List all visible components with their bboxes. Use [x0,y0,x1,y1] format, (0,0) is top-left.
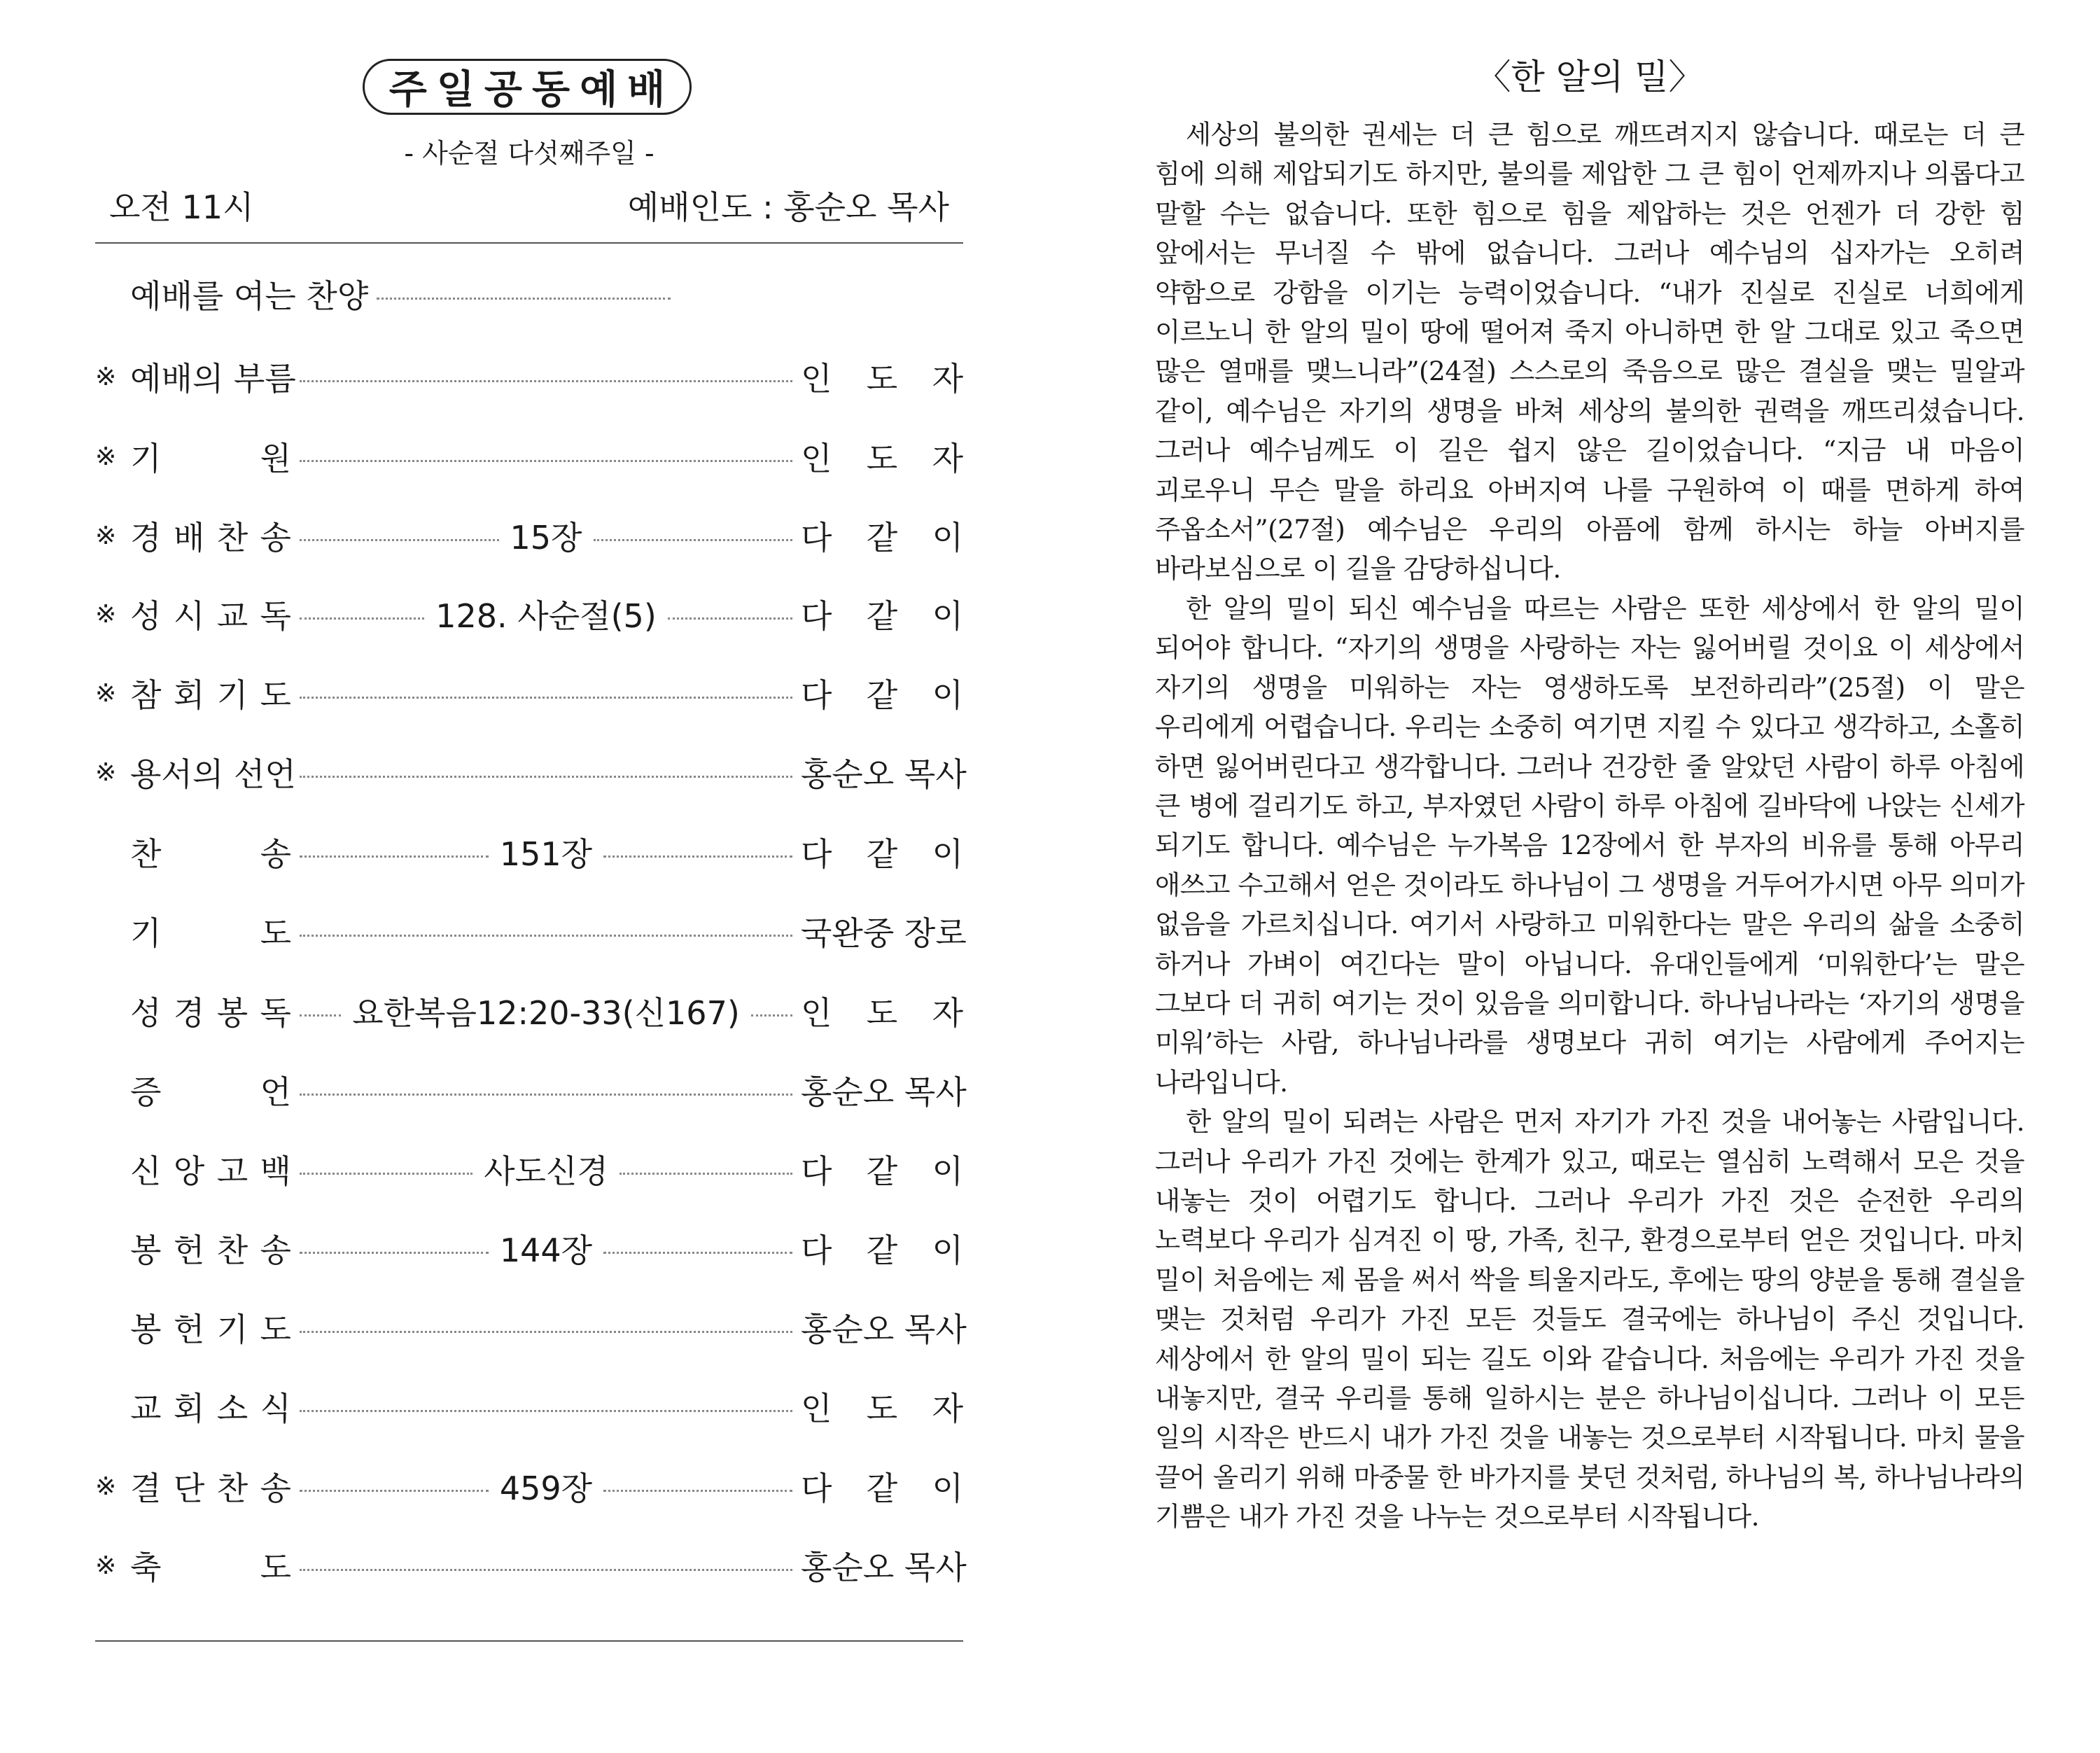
spread-char: 도 [866,994,898,1032]
spread-char: 기 [130,914,162,952]
spread-char: 교 [216,597,248,635]
order-row [95,428,963,484]
order-presenter: 홍순오 목사 [801,1311,967,1348]
order-presenter [801,1146,963,1192]
spread-char: 경 [130,519,162,557]
spread-char: 이 [932,519,964,557]
order-name: 용서의 선언 [130,755,296,793]
order-detail: 128. 사순절(5) [435,597,657,635]
order-mark: ※ [95,678,117,708]
order-row [95,824,963,880]
order-row [95,1220,963,1276]
spread-char: 다 [801,1152,832,1190]
order-detail: 151장 [499,835,593,873]
order-name [130,591,291,637]
order-mark: ※ [95,757,117,787]
dotted-leader [300,935,792,937]
meditation-paragraph: 한 알의 밀이 되신 예수님을 따르는 사람은 또한 세상에서 한 알의 밀이 되어야 합니다. “자기의 생명을 사랑하는 자는 잃어버릴 것이요 이 세상에서 자기의 생명을 미워하는 자는 영생하도록 보전하리라”(25절) 이 말은 우리에게 어렵습니다. 우리는 소중히 여기면 지킬 수 있다고 생각하고, 소홀히 하면 잃어버린다고 생각합니다. 그러나 건강한 줄 알았던 사람이 하루 아침에 큰 병에 걸리기도 하고, 부자였던 사람이 하루 아침에 길바닥에 나앉는 신세가 되기도 합니다. 예수님은 누가복음 12장에서 한 부자의 비유를 통해 아무리 애쓰고 수고해서 얻은 것이라도 하나님이 그 생명을 거두어가시면 아무 의미가 없음을 가르치십니다. 여기서 사랑하고 미워한다는 말은 우리의 삶을 소중히 하거나 가벼이 여긴다는 말이 아닙니다. 유대인들에게 ‘미워한다’는 말은 그보다 더 귀히 여기는 것이 있음을 의미합니다. 하나님나라는 ‘자기의 생명을 미워’하는 사람, 하나님나라를 생명보다 귀히 여기는 사람에게 주어지는 나라입니다. [1155,592,2024,1098]
worship-info [109,182,949,228]
spread-char: 앙 [173,1152,205,1190]
order-detail: 459장 [499,1469,593,1507]
order-presenter: 홍순오 목사 [801,1549,967,1586]
worship-subtitle: - 사순절 다섯째주일 - [404,138,654,169]
dotted-leader [300,1410,792,1412]
dotted-leader [300,1569,792,1571]
spread-char: 독 [260,597,291,635]
spread-char: 도 [866,1390,898,1427]
spread-char: 송 [260,1231,291,1269]
spread-char: 다 [801,1231,832,1269]
spread-char: 자 [932,1390,963,1427]
dotted-leader [300,1094,792,1096]
spread-char: 소 [216,1390,248,1427]
spread-char: 원 [260,440,291,477]
dotted-leader [300,1331,792,1333]
spread-char: 자 [932,440,963,477]
dotted-leader [377,298,671,300]
spread-char: 경 [173,994,205,1032]
order-mark: ※ [95,1551,117,1580]
dotted-leader [751,1014,792,1017]
order-detail: 144장 [499,1231,593,1269]
spread-char: 자 [932,994,964,1032]
order-presenter: 국완중 장로 [801,914,967,952]
spread-char: 같 [866,835,898,873]
dotted-leader [620,1173,792,1175]
order-row [95,665,963,721]
meditation-paragraph: 세상의 불의한 권세는 더 큰 힘으로 깨뜨려지지 않습니다. 때로는 더 큰 힘에 의해 제압되기도 하지만, 불의를 제압한 그 큰 힘이 언제까지나 의롭다고 말할 수는 없습니다. 또한 힘으로 힘을 제압하는 것은 언젠가 더 강한 힘 앞에서는 무너질 수 밖에 없습니다. 그러나 예수님의 십자가는 오히려 약함으로 강함을 이기는 능력이었습니다. “내가 진실로 진실로 너희에게 이르노니 한 알의 밀이 땅에 떨어져 죽지 아니하면 한 알 그대로 있고 죽으면 많은 열매를 맺느니라”(24절) 스스로의 죽음으로 많은 결실을 맺는 밀알과 같이, 예수님은 자기의 생명을 바쳐 세상의 불의한 권력을 깨뜨리셨습니다. 그러나 예수님께도 이 길은 쉽지 않은 길이었습니다. “지금 내 마음이 괴로우니 무슨 말을 하리요 아버지여 나를 구원하여 이 때를 면하게 하여 주옵소서”(27절) 예수님은 우리의 아픔에 함께 하시는 하늘 아버지를 바라보심으로 이 길을 감당하십니다. [1155,119,2024,585]
order-presenter [801,433,963,480]
spread-char: 인 [801,994,832,1032]
spread-char: 송 [260,1469,291,1507]
spread-char: 찬 [216,519,248,557]
order-row [95,1141,963,1197]
spread-char: 도 [866,360,898,398]
order-presenter [801,1383,963,1430]
order-name [130,1383,291,1430]
order-row [95,1062,967,1118]
spread-char: 배 [173,519,205,557]
order-mark: ※ [95,362,117,391]
order-presenter [801,354,963,400]
order-detail: 15장 [510,519,582,557]
dotted-leader [300,776,792,778]
order-name [130,1067,291,1113]
order-name: 예배를 여는 찬양 [130,277,369,315]
order-mark: ※ [95,599,117,629]
order-name [130,988,291,1034]
spread-char: 도 [260,914,291,952]
order-presenter [801,829,963,875]
spread-char: 같 [866,519,898,557]
spread-char: 식 [260,1390,291,1427]
spread-char: 다 [801,597,832,635]
spread-char: 증 [130,1073,162,1111]
order-name [130,1146,291,1192]
order-presenter [801,512,963,559]
spread-char: 인 [801,360,832,398]
spread-char: 도 [260,676,291,714]
dotted-leader [300,617,424,620]
dotted-leader [668,617,792,620]
worship-title: 주일공동예배 [363,59,692,115]
order-row [95,983,963,1039]
dotted-leader [603,1252,792,1254]
order-name [130,908,291,954]
order-presenter: 홍순오 목사 [801,755,967,793]
spread-char: 다 [801,835,832,873]
worship-time: 오전 11시 [109,188,254,226]
spread-char: 이 [932,1152,963,1190]
spread-char: 성 [130,597,162,635]
spread-char: 자 [932,360,963,398]
order-row [95,586,963,642]
spread-char: 같 [866,1152,898,1190]
order-name [130,829,291,875]
spread-char: 헌 [173,1311,205,1348]
order-mark: ※ [95,1472,117,1501]
spread-char: 같 [866,1469,898,1507]
worship-leader: 예배인도 : 홍순오 목사 [627,188,949,226]
spread-char: 찬 [130,835,162,873]
order-name [130,1304,291,1350]
spread-char: 이 [932,597,964,635]
spread-char: 언 [260,1073,291,1111]
order-name [130,670,291,716]
spread-char: 같 [866,1231,898,1269]
order-row [95,508,963,564]
spread-char: 참 [130,676,162,714]
spread-char: 송 [260,519,291,557]
dotted-leader [300,460,792,462]
order-name [130,1542,291,1588]
spread-char: 이 [932,1469,963,1507]
spread-char: 인 [801,440,832,477]
spread-char: 기 [216,676,248,714]
spread-char: 도 [260,1549,291,1586]
order-name [130,433,291,480]
order-presenter [801,988,963,1034]
spread-char: 헌 [173,1231,205,1269]
bottom-divider [95,1640,963,1642]
dotted-leader [603,855,792,858]
spread-char: 봉 [130,1311,162,1348]
order-row [95,1378,963,1434]
spread-char: 백 [260,1152,291,1190]
spread-char: 다 [801,1469,832,1507]
dotted-leader [300,1252,489,1254]
dotted-leader [300,380,792,382]
spread-char: 같 [866,676,898,714]
order-row [95,1458,963,1514]
spread-char: 도 [866,440,898,477]
order-presenter [801,1225,963,1271]
spread-char: 인 [801,1390,832,1427]
dotted-leader [300,539,499,541]
dotted-leader [300,1490,489,1492]
spread-char: 이 [932,676,963,714]
order-detail: 요한복음12:20-33(신167) [352,994,740,1032]
spread-char: 찬 [216,1469,248,1507]
order-row [95,1299,967,1355]
spread-char: 기 [130,440,162,477]
meditation-panel [1155,49,2024,1537]
spread-char: 찬 [216,1231,248,1269]
spread-char: 고 [216,1152,248,1190]
dotted-leader [594,539,793,541]
order-presenter [801,670,963,716]
meditation-paragraph: 한 알의 밀이 되려는 사람은 먼저 자기가 가진 것을 내어놓는 사람입니다. 그러나 우리가 가진 것에는 한계가 있고, 때로는 열심히 노력해서 모은 것을 내놓는 것이 어렵기도 합니다. 그러나 우리가 가진 것은 순전한 우리의 노력보다 우리가 심겨진 이 땅, 가족, 친구, 환경으로부터 얻은 것입니다. 마치 밀이 처음에는 제 몸을 써서 싹을 틔울지라도, 후에는 땅의 양분을 통해 결실을 맺는 것처럼 우리가 가진 모든 것들도 결국에는 하나님이 주신 것입니다. 세상에서 한 알의 밀이 되는 길도 이와 같습니다. 처음에는 우리가 가진 것을 내놓지만, 결국 우리를 통해 일하시는 분은 하나님이십니다. 그러나 이 모든 일의 시작은 반드시 내가 가진 것을 내놓는 것으로부터 시작됩니다. 마치 물을 끌어 올리기 위해 마중물 한 바가지를 붓던 것처럼, 하나님의 복, 하나님나라의 기쁨은 내가 가진 것을 나누는 것으로부터 시작됩니다. [1155,1106,2024,1532]
order-detail: 사도신경 [484,1152,608,1190]
dotted-leader [300,1014,341,1017]
spread-char: 독 [260,994,291,1032]
order-row [95,903,967,959]
dotted-leader [300,855,489,858]
spread-char: 신 [130,1152,162,1190]
order-name [130,1225,291,1271]
spread-char: 교 [130,1390,162,1427]
spread-char: 회 [173,1390,205,1427]
dotted-leader [603,1490,792,1492]
top-divider [95,242,963,244]
spread-char: 이 [932,835,963,873]
spread-char: 다 [801,676,832,714]
spread-char: 도 [260,1311,291,1348]
spread-char: 시 [173,597,205,635]
order-row [95,266,963,322]
order-name [130,512,291,559]
dotted-leader [300,1173,472,1175]
order-presenter [801,1463,963,1509]
spread-char: 단 [173,1469,205,1507]
order-row [95,744,967,800]
order-row [95,349,963,405]
order-presenter: 홍순오 목사 [801,1073,967,1111]
spread-char: 같 [866,597,898,635]
order-presenter [801,591,963,637]
order-mark: ※ [95,442,117,471]
order-name: 예배의 부름 [130,360,296,398]
spread-char: 다 [801,519,832,557]
spread-char: 봉 [216,994,248,1032]
spread-char: 이 [932,1231,963,1269]
meditation-title: 〈한 알의 밀〉 [1476,57,1704,97]
order-name [130,1463,291,1509]
spread-char: 성 [130,994,162,1032]
spread-char: 축 [130,1549,162,1586]
spread-char: 결 [130,1469,162,1507]
spread-char: 송 [260,835,291,873]
order-row [95,1537,967,1593]
dotted-leader [300,697,792,699]
spread-char: 회 [173,676,205,714]
order-mark: ※ [95,521,117,550]
spread-char: 봉 [130,1231,162,1269]
spread-char: 기 [216,1311,248,1348]
